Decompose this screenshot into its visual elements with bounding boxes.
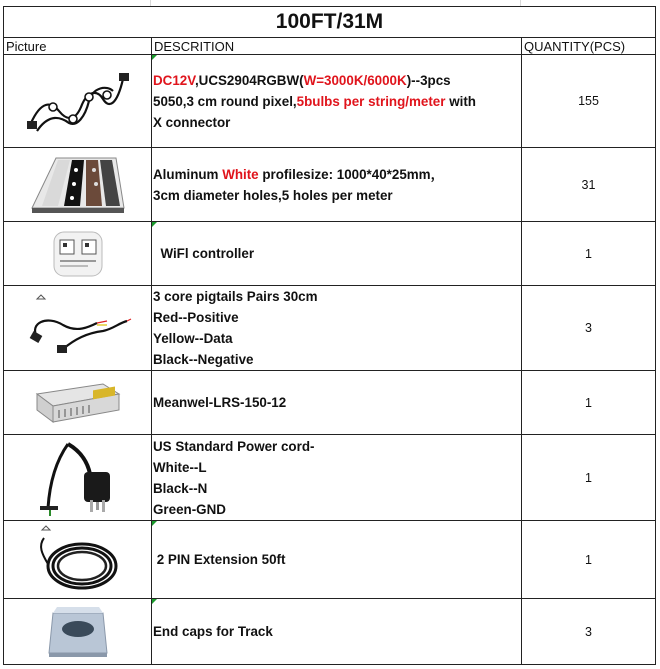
highlighted-text: White (222, 166, 259, 182)
description-text (153, 549, 521, 570)
description-cell[interactable] (152, 286, 522, 371)
description-text (153, 164, 521, 206)
text-run: 3 core pigtails Pairs 30cm (153, 289, 318, 304)
quantity-cell[interactable]: 1 (522, 371, 656, 435)
description-line (153, 457, 521, 478)
text-run: White--L (153, 459, 207, 475)
picture-cell[interactable] (4, 55, 152, 148)
text-run: 3cm diameter holes,5 holes per meter (153, 187, 393, 203)
description-text (153, 70, 521, 133)
wifi-controller-icon (48, 226, 108, 282)
picture-cell[interactable] (4, 222, 152, 286)
description-text (153, 392, 521, 413)
description-cell[interactable] (152, 371, 522, 435)
text-run: Yellow--Data (153, 331, 233, 346)
end-cap-icon (43, 603, 113, 661)
description-text (153, 286, 521, 370)
pigtail-cable-icon (23, 293, 133, 363)
aluminum-profile-icon (28, 154, 128, 216)
text-run: )--3pcs (406, 72, 451, 88)
description-line (153, 349, 521, 370)
text-run: ,UCS2904RGBW( (194, 72, 304, 88)
picture-cell[interactable] (4, 599, 152, 665)
picture-cell[interactable] (4, 521, 152, 599)
text-run: End caps for Track (153, 624, 273, 639)
table-row (4, 599, 656, 665)
description-line (153, 328, 521, 349)
header-quantity[interactable]: QUANTITY(PCS) (522, 38, 656, 55)
text-run: WiFl controller (153, 246, 255, 261)
power-cord-plug-icon (28, 438, 128, 518)
highlighted-text: 5bulbs per string/meter (296, 93, 446, 109)
table-row (4, 55, 656, 148)
text-run: Green-GND (153, 501, 226, 517)
extension-cable-coil-icon (28, 524, 128, 596)
picture-cell[interactable] (4, 435, 152, 521)
power-supply-icon (33, 380, 123, 426)
text-run: 2 PIN Extension 50ft (153, 552, 286, 567)
text-run: with (445, 93, 476, 109)
text-run: 5050,3 cm round pixel, (153, 93, 297, 109)
description-cell[interactable] (152, 222, 522, 286)
description-line (153, 286, 521, 307)
description-line (153, 549, 521, 570)
description-line (153, 392, 521, 413)
led-pixel-string-icon (23, 61, 133, 141)
description-line (153, 91, 521, 112)
picture-cell[interactable] (4, 286, 152, 371)
description-line (153, 112, 521, 133)
description-line (153, 478, 521, 499)
quantity-cell[interactable]: 3 (522, 599, 656, 665)
quantity-cell[interactable]: 1 (522, 435, 656, 521)
header-row (4, 38, 656, 55)
table-row (4, 521, 656, 599)
description-cell[interactable] (152, 55, 522, 148)
description-cell[interactable] (152, 435, 522, 521)
quantity-cell[interactable]: 1 (522, 222, 656, 286)
description-line (153, 164, 521, 185)
text-run: Black--N (153, 480, 208, 496)
table-row (4, 286, 656, 371)
table-row (4, 435, 656, 521)
description-text (153, 436, 521, 520)
highlighted-text: DC12V (153, 72, 195, 88)
bill-of-materials-table (3, 6, 656, 665)
text-run: Meanwel-LRS-150-12 (153, 395, 287, 410)
text-run: Black--Negative (153, 352, 254, 367)
header-description[interactable]: DESCRITION (152, 38, 522, 55)
table-title[interactable]: 100FT/31M (4, 7, 656, 38)
text-run: Red--Positive (153, 310, 239, 325)
description-line (153, 185, 521, 206)
description-text (153, 621, 521, 642)
description-line (153, 621, 521, 642)
header-picture[interactable]: Picture (4, 38, 152, 55)
quantity-cell[interactable]: 155 (522, 55, 656, 148)
description-cell[interactable] (152, 599, 522, 665)
text-run: Aluminum (153, 166, 223, 182)
description-text (153, 243, 521, 264)
description-line (153, 243, 521, 264)
picture-cell[interactable] (4, 148, 152, 222)
description-cell[interactable] (152, 148, 522, 222)
text-run: X connector (153, 114, 231, 130)
table-row (4, 222, 656, 286)
quantity-cell[interactable]: 3 (522, 286, 656, 371)
text-run: US Standard Power cord- (153, 438, 315, 454)
description-cell[interactable] (152, 521, 522, 599)
description-line (153, 436, 521, 457)
highlighted-text: W=3000K/6000K (303, 72, 407, 88)
text-run: profilesize: 1000*40*25mm， (258, 166, 444, 182)
quantity-cell[interactable]: 31 (522, 148, 656, 222)
quantity-cell[interactable]: 1 (522, 521, 656, 599)
description-line (153, 70, 521, 91)
picture-cell[interactable] (4, 371, 152, 435)
description-line (153, 307, 521, 328)
table-row (4, 371, 656, 435)
table-row (4, 148, 656, 222)
description-line (153, 499, 521, 520)
